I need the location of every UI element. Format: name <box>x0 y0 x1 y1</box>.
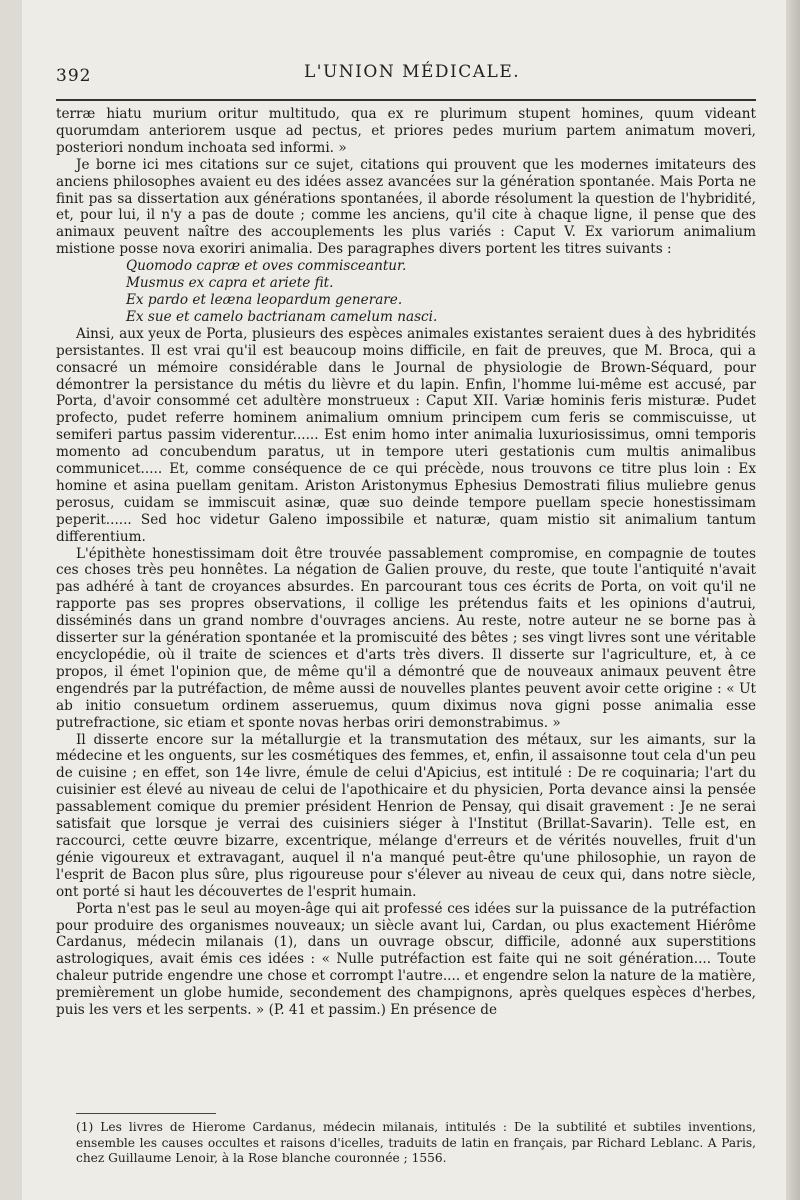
paragraph: Je borne ici mes citations sur ce sujet, citations qui prouvent que les modernes imitateurs des anciens philosophes avaient eu des idées assez avancées sur la génération spontanée. Mais Porta ne finit pas sa dissertation aux générations spontanées, il aborde résolument la question de l'hybridité, et, pour lui, il n'y a pas de doute ; comme les anciens, qu'il cite à chaque ligne, il pense que des animaux peuvent naître des accouplements les plus variés : Caput V. Ex variorum animalium mistione posse nova exoriri animalia. Des paragraphes divers portent les titres suivants : <box>56 156 756 258</box>
footnote: (1) Les livres de Hierome Cardanus, médecin milanais, intitulés : De la subtilité et subtiles inventions, ensemble les causes occultes et raisons d'icelles, traduits de latin en français, par Richard Leblanc. A Paris, chez Guillaume Lenoir, à la Rose blanche couronnée ; 1556. <box>76 1120 756 1165</box>
paragraph: Ainsi, aux yeux de Porta, plusieurs des espèces animales existantes seraient dues à des hybridités persistantes. Il est vrai qu'il est beaucoup moins difficile, en fait de preuves, que M. Broca, qui a consacré un mémoire considérable dans le Journal de physiologie de Brown-Séquard, pour démontrer la persistance du métis du lièvre et du lapin. Enfin, l'homme lui-même est accusé, par Porta, d'avoir consommé cet adultère monstrueux : Caput XII. Variæ hominis feris misturæ. Pudet profecto, pudet referre hominem animalium omnium principem cum feris se commiscuisse, ut semiferi partus passim viderentur...... Est enim homo inter animalia luxuriosissimus, omni temporis momento ad concubendum paratus, ut in tempore uteri gestationis cum multis animalibus communicet..... Et, comme conséquence de ce qui précède, nous trouvons ce titre plus loin : Ex homine et asina puellam genitam. Ariston Aristonymus Ephesius Demostrati filius muliebre genus perosus, cuidam se immiscuit asinæ, quæ suo deinde tempore puellam specie honestissimam peperit...... Sed hoc videtur Galeno impossibile et naturæ, quam mistio sit animalium tantum differentium. <box>56 325 756 545</box>
quoted-title: Quomodo capræ et oves commisceantur. <box>126 258 407 275</box>
running-title: L'UNION MÉDICALE. <box>304 62 521 82</box>
paragraph: Il disserte encore sur la métallurgie et la transmutation des métaux, sur les aimants, sur la médecine et les onguents, sur les cosmétiques des femmes, et, enfin, il assaisonne tout cela d'un peu de cuisine ; en effet, son 14e livre, émule de celui d'Apicius, est intitulé : De re coquinaria; l'art du cuisinier est élevé au niveau de celui de l'apothicaire et du physicien, Porta devance ainsi la pensée passablement comique du premier président Henrion de Pensay, qui disait gravement : Je ne serai satisfait que lorsque je verrai des cuisiniers siéger à l'Institut (Brillat-Savarin). Telle est, en raccourci, cette œuvre bizarre, excentrique, mélange d'erreurs et de vérités nouvelles, fruit d'un génie vigoureux et extravagant, auquel il n'a manqué peut-être qu'une philosophie, un rayon de l'esprit de Bacon plus sûre, plus rigoureuse pour s'élever au niveau de ceux qui, dans notre siècle, ont porté si haut les découvertes de l'esprit humain. <box>56 731 756 900</box>
header-rule <box>56 99 756 101</box>
article-body <box>56 106 756 1019</box>
quoted-title: Ex pardo et leæna leopardum generare. <box>126 291 403 308</box>
quoted-titles <box>126 258 756 326</box>
quoted-title: Ex sue et camelo bactrianam camelum nasci. <box>126 308 438 325</box>
paragraph: terræ hiatu murium oritur multitudo, qua ex re plurimum stupent homines, quum videant quorumdam anteriorem usque ad pectus, et priores pedes murium partem animatum moveri, posteriori nondum inchoata sed informi. » <box>56 106 756 156</box>
paragraph: L'épithète honestissimam doit être trouvée passablement compromise, en compagnie de toutes ces choses très peu honnêtes. La négation de Galien prouve, du reste, que toute l'antiquité n'avait pas adhéré à tant de croyances absurdes. En parcourant tous ces écrits de Porta, on voit qu'il ne rapporte pas ses propres observations, il collige les prétendus faits et les opinions d'autrui, disséminés dans un grand nombre d'ouvrages anciens. Au reste, notre auteur ne se borne pas à disserter sur la génération spontanée et la promiscuité des bêtes ; ses vingt livres sont une véritable encyclopédie, où il traite de sciences et d'arts très divers. Il disserte sur l'agriculture, et, à ce propos, il émet l'opinion que, de même qu'il a démontré que de nouveaux animaux peuvent être engendrés par la putréfaction, de même aussi de nouvelles plantes peuvent avoir cette origine : « Ut ab initio consuetum ordinem asseruemus, quum diximus nova gigni posse animalia esse putrefractione, sic etiam et sponte novas herbas oriri demonstrabimus. » <box>56 545 756 731</box>
page-header <box>56 60 756 90</box>
quoted-title: Musmus ex capra et ariete fit. <box>126 275 334 292</box>
page-edge <box>786 0 800 1200</box>
paragraph: Porta n'est pas le seul au moyen-âge qui ait professé ces idées sur la puissance de la putréfaction pour produire des organismes nouveaux; un siècle avant lui, Cardan, ou plus exactement Hiérôme Cardanus, médecin milanais (1), dans un ouvrage obscur, difficile, adonné aux superstitions astrologiques, avait émis ces idées : « Nulle putréfaction est faite qui ne soit génération.... Toute chaleur putride engendre une chose et corrompt l'autre.... et engendre selon la nature de la matière, premièrement un globe humide, secondement des champignons, après quelques espèces d'herbes, puis les vers et les serpents. » (P. 41 et passim.) En présence de <box>56 900 756 1019</box>
footnote-rule <box>76 1113 216 1114</box>
page-number: 392 <box>56 66 92 86</box>
